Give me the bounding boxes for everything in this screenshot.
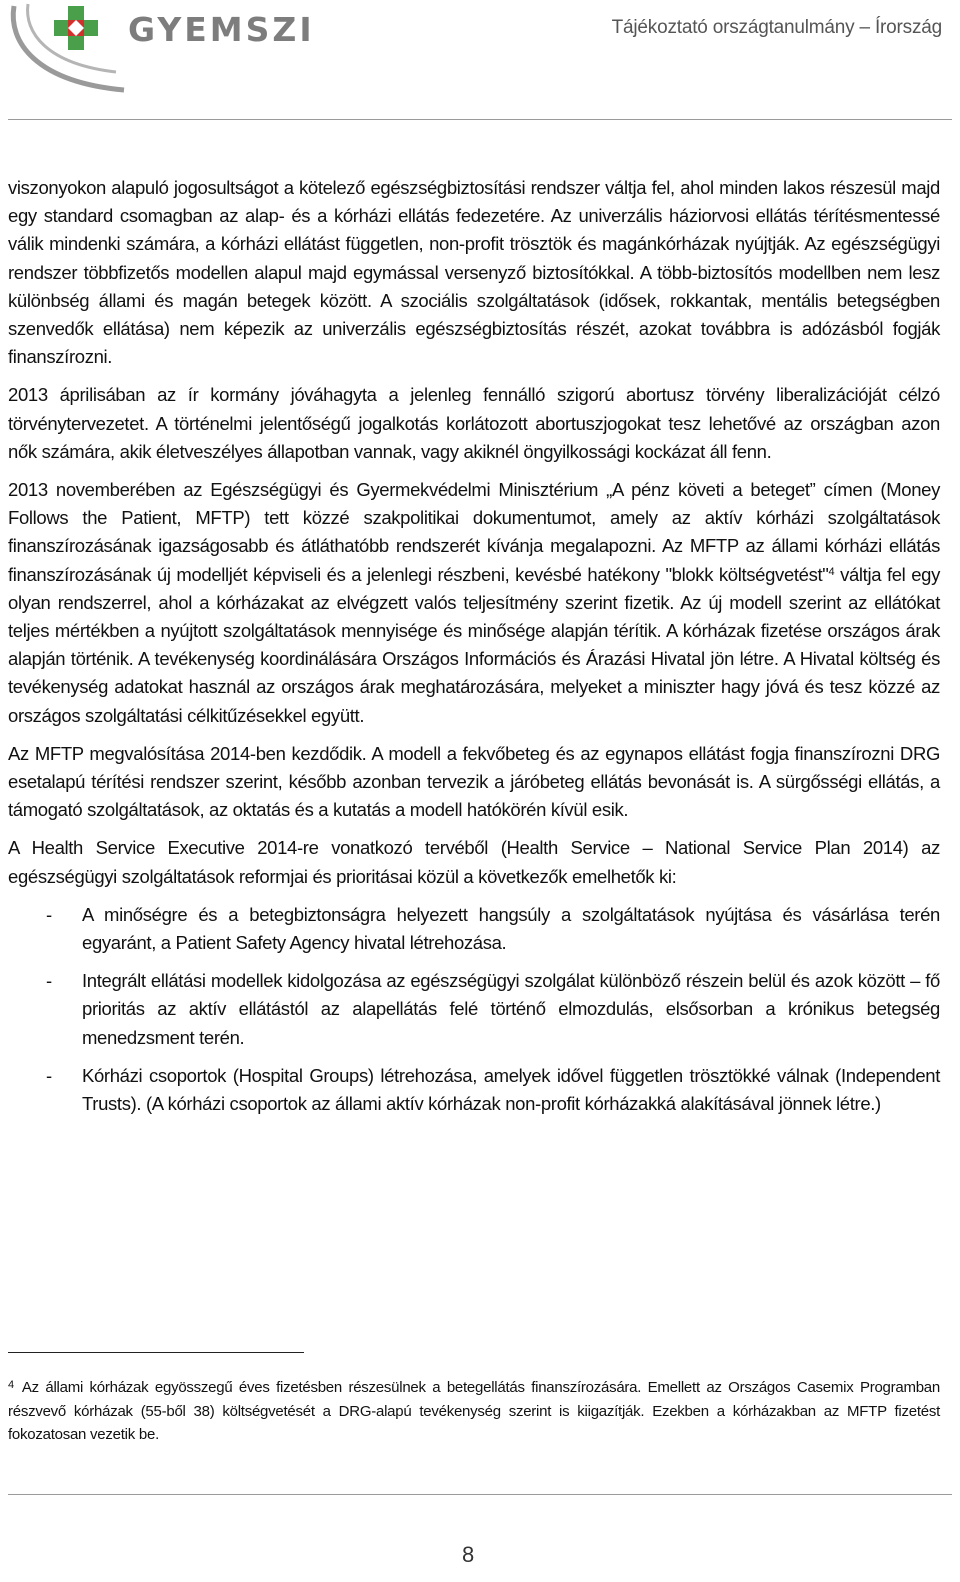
paragraph-mftp-implementation: Az MFTP megvalósítása 2014-ben kezdődik. A modell a fekvőbeteg és az egynapos ellátást fogja finanszírozni DRG esetalapú térítési rendszer szerint, később azonban tervezik a járóbeteg ellátás bevonását is. A sürgősségi ellátás, a támogató szolgáltatások, az oktatás és a kutatás a modell hatókörén kívül esik. — [8, 742, 940, 821]
page-header — [0, 0, 960, 122]
priorities-list — [8, 901, 940, 1118]
footnote-divider — [8, 1352, 304, 1353]
footnote-reference[interactable]: 4 — [828, 565, 835, 578]
footnote-text: Az állami kórházak egyösszegű éves fizetésben részesülnek a betegellátás finanszírozására. Emellett az Országos Casemix Programban részvevő kórházak (55-ből 38) költségvetését a DRG-alapú tevékenység szerint is kiigazítják. Ezekben a kórházakban az MFTP fizetést fokozatosan vezetik be. — [8, 1379, 940, 1443]
gyemszi-logo — [6, 2, 326, 98]
list-item-text: A minőségre és a betegbiztonságra helyezett hangsúly a szolgáltatások nyújtása és vásárlása terén egyaránt, a Patient Safety Agency hivatal létrehozása. — [82, 903, 940, 954]
document-body — [8, 174, 940, 1128]
footnote-number: 4 — [8, 1379, 14, 1391]
bullet-dash: - — [46, 1064, 52, 1086]
list-item — [8, 967, 940, 1052]
footer-divider — [8, 1494, 952, 1495]
paragraph-abortion-law: 2013 áprilisában az ír kormány jóváhagyta a jelenleg fennálló szigorú abortusz törvény liberalizációját célzó törvénytervezetet. A történelmi jelentőségű jogalkotás korlátozott abortuszjogokat tesz lehetővé az országban azon nők számára, akik életveszélyes állapotban vannak, vagy akiknél öngyilkossági kockázat áll fenn. — [8, 384, 940, 462]
page-number: 8 — [462, 1542, 475, 1567]
paragraph-health-insurance: viszonyokon alapuló jogosultságot a kötelező egészségbiztosítási rendszer váltja fel, ahol minden lakos részesül majd egy standard csomagban az alap- és a kórházi ellátás fedezetére. Az univerzális háziorvosi ellátás térítésmentessé válik mindenki számára, a kórházi ellátást független, non-profit trösztök és magánkórházak nyújtják. Az egészségügyi rendszer többfizetős modellen alapul majd egymással versenyző biztosítókkal. A több-biztosítós modellben nem lesz különbség állami és magán betegek között. A szociális szolgáltatások (idősek, rokkantak, mentális betegségben szenvedők ellátása) nem képezik az univerzális egészségbiztosítás részét, azokat továbbra is adózásból fogják finanszírozni. — [8, 177, 940, 368]
logo-emblem-icon — [6, 2, 136, 98]
footnote — [8, 1374, 940, 1447]
bullet-dash: - — [46, 903, 52, 925]
paragraph-hse-plan: A Health Service Executive 2014-re vonatkozó tervéből (Health Service – National Service Plan 2014) az egészségügyi szolgáltatások reformjai és prioritásai közül a következők emelhetők ki: — [8, 837, 940, 887]
list-item — [8, 901, 940, 957]
paragraph-mftp-policy — [8, 476, 940, 730]
header-divider — [8, 119, 952, 120]
list-item — [8, 1062, 940, 1118]
list-item-text: Integrált ellátási modellek kidolgozása az egészségügyi szolgálat különböző részein belül és azok között – fő prioritás az aktív ellátástól az alapellátás felé történő elmozdulás, elsősorban a krónikus betegség menedzsment terén. — [82, 970, 940, 1048]
bullet-dash: - — [46, 970, 52, 992]
mftp-text-end: váltja fel egy olyan rendszerrel, ahol a kórházakat az elvégzett valós teljesítmény szerint fizetik. Az új modell szerint az ellátókat teljes mértékben a nyújtott szolgáltatások mennyisége és minősége alapján térítik. A kórházak fizetése országos árak alapján történik. A tevékenység koordinálására Országos Információs és Árazási Hivatal jön létre. A Hivatal költség és tevékenység adatokat használ az országos árak meghatározására, melyeket a miniszter hagy jóvá és tesz közzé az országos szolgáltatási célkitűzésekkel együtt. — [8, 563, 940, 726]
mftp-text-start: 2013 novemberében az Egészségügyi és Gyermekvédelmi Minisztérium „A pénz követi a beteget” címen (Money Follows the Patient, MFTP) tett közzé szakpolitikai dokumentumot, amely az aktív kórházi szolgáltatások finanszírozásának igazságosabb és átláthatóbb rendszerét kívánja megalapozni. Az MFTP az állami kórházi ellátás finanszírozásának új modelljét képviseli és a jelenlegi részbeni, kevésbé hatékony "blokk költségvetést" — [8, 479, 940, 585]
logo-wordmark: GYEMSZI — [128, 10, 315, 49]
document-title: Tájékoztató országtanulmány – Írország — [611, 17, 942, 38]
list-item-text: Kórházi csoportok (Hospital Groups) létrehozása, amelyek idővel független trösztökké válnak (Independent Trusts). (A kórházi csoportok az állami aktív kórházak non-profit kórházakká alakításával jönnek létre.) — [82, 1064, 940, 1115]
